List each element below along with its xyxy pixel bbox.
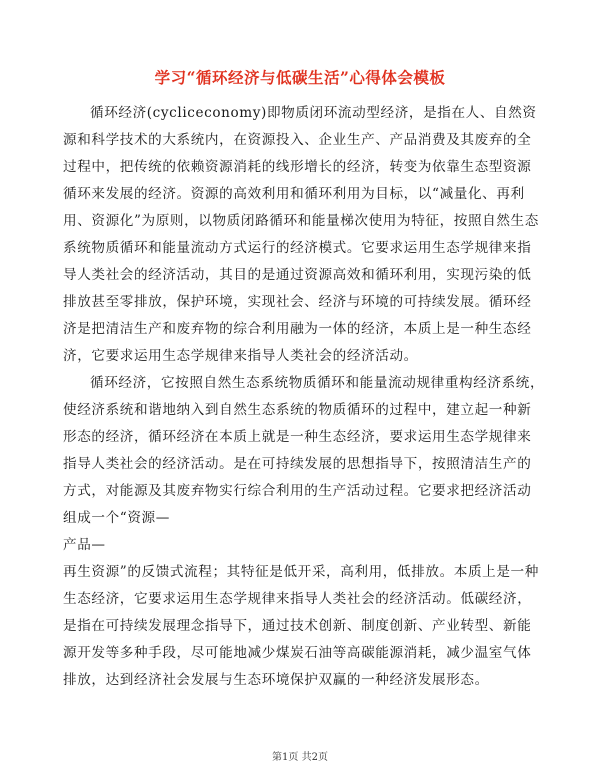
paragraph-2: 循环经济，它按照自然生态系统物质循环和能量流动规律重构经济系统，使经济系统和谐地纳入到自然生态系统的物质循环的过程中，建立起一种新形态的经济，循环经济在本质上就是一种生态经济，要求运用生态学规律来指导人类社会的经济活动。是在可持续发展的思想指导下，按照清洁生产的方式，对能源及其废弃物实行综合利用的生产活动过程。它要求把经济活动组成一个“资源— bbox=[63, 375, 545, 526]
paragraph-4: 再生资源”的反馈式流程；其特征是低开采，高利用，低排放。本质上是一种生态经济，它要求运用生态学规律来指导人类社会的经济活动。低碳经济，是指在可持续发展理念指导下，通过技术创新、制度创新、产业转型、新能源开发等多种手段，尽可能地减少煤炭石油等高碳能源消耗，减少温室气体排放，达到经济社会发展与生态环境保护双赢的一种经济发展形态。 bbox=[63, 564, 539, 688]
paragraph-1: 循环经济(cycliceconomy)即物质闭环流动型经济，是指在人、自然资源和科学技术的大系统内，在资源投入、企业生产、产品消费及其废弃的全过程中，把传统的依赖资源消耗的线形增长的经济，转变为依靠生态型资源循环来发展的经济。资源的高效利用和循环利用为目标，以“减量化、再利用、资源化”为原则，以物质闭路循环和能量梯次使用为特征，按照自然生态系统物质循环和能量流动方式运行的经济模式。它要求运用生态学规律来指导人类社会的经济活动，其目的是通过资源高效和循环利用，实现污染的低排放甚至零排放，保护环境，实现社会、经济与环境的可持续发展。循环经济是把清洁生产和废弃物的综合利用融为一体的经济，本质上是一种生态经济，它要求运用生态学规律来指导人类社会的经济活动。 bbox=[63, 105, 539, 364]
document-title: 学习“循环经济与低碳生活”心得体会模板 bbox=[154, 68, 446, 87]
paragraph-3: 产品— bbox=[63, 537, 106, 553]
page-number-footer: 第1页 共2页 bbox=[272, 752, 328, 763]
document-body bbox=[63, 100, 545, 694]
